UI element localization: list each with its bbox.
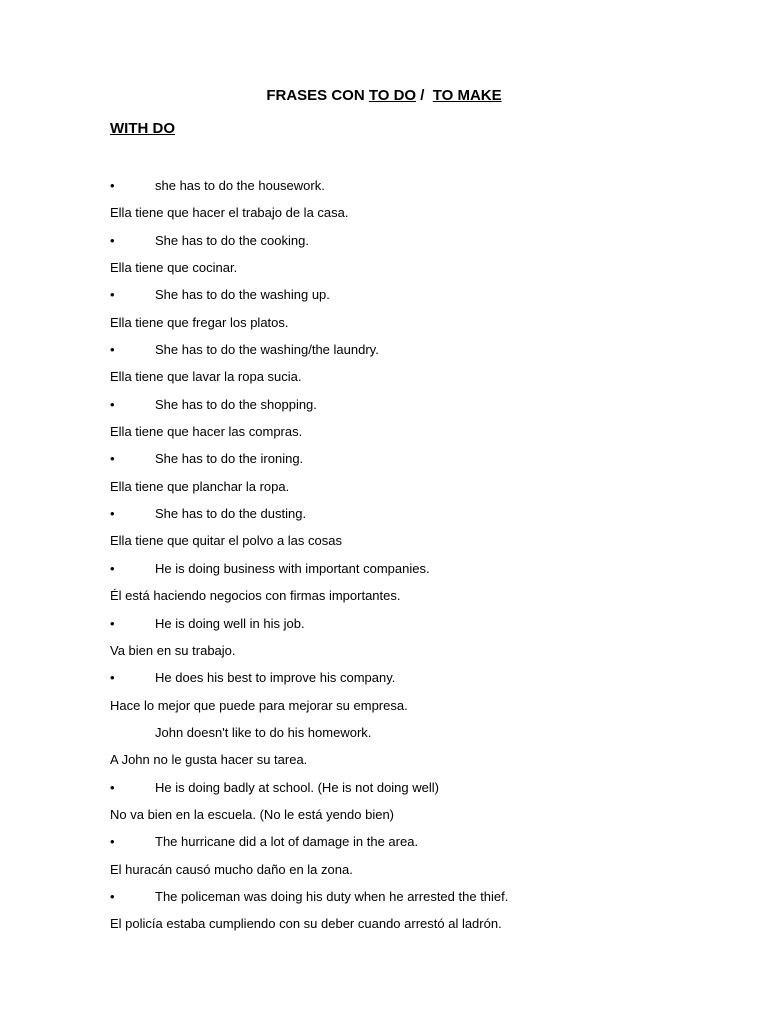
spanish-translation-line	[110, 860, 670, 887]
spanish-translation-line	[110, 586, 670, 613]
spanish-translation-text: No va bien en la escuela. (No le está yendo bien)	[110, 806, 395, 822]
english-phrase-line	[110, 449, 670, 476]
spanish-translation-text: El huracán causó mucho daño en la zona.	[110, 861, 353, 877]
spanish-translation-text: El policía estaba cumpliendo con su deber cuando arrestó al ladrón.	[110, 916, 502, 932]
section-heading-with-do: WITH DO	[110, 120, 175, 137]
bullet-icon: •	[110, 287, 115, 303]
english-phrase-text: She has to do the shopping.	[155, 396, 317, 412]
english-phrase-line	[110, 285, 670, 312]
spanish-translation-line	[110, 531, 670, 558]
english-phrase-line	[110, 614, 670, 641]
spanish-translation-line	[110, 422, 670, 449]
english-phrase-text: John doesn't like to do his homework.	[155, 724, 372, 740]
english-phrase-text: The hurricane did a lot of damage in the area.	[155, 834, 419, 850]
document-title	[0, 87, 768, 105]
spanish-translation-line	[110, 805, 670, 832]
english-phrase-line	[110, 778, 670, 805]
bullet-icon: •	[110, 396, 115, 412]
bullet-icon: •	[110, 560, 115, 576]
spanish-translation-text: Ella tiene que hacer las compras.	[110, 424, 303, 440]
english-phrase-line	[110, 340, 670, 367]
english-phrase-text: He is doing well in his job.	[155, 615, 305, 631]
bullet-icon: •	[110, 834, 115, 850]
bullet-icon: •	[110, 232, 115, 248]
english-phrase-text: she has to do the housework.	[155, 178, 325, 193]
english-phrase-text: She has to do the cooking.	[155, 232, 309, 248]
spanish-translation-line	[110, 914, 670, 941]
spanish-translation-line	[110, 641, 670, 668]
spanish-translation-line	[110, 477, 670, 504]
title-prefix: FRASES CON	[266, 87, 369, 104]
english-phrase-line	[110, 887, 670, 914]
english-phrase-text: He is doing badly at school. (He is not doing well)	[155, 779, 439, 795]
english-phrase-text: She has to do the washing/the laundry.	[155, 342, 379, 358]
title-to-make: TO MAKE	[432, 87, 502, 104]
spanish-translation-line	[110, 258, 670, 285]
english-phrase-line	[110, 504, 670, 531]
bullet-icon: •	[110, 451, 115, 467]
english-phrase-line	[110, 832, 670, 859]
title-separator: /	[416, 87, 433, 104]
spanish-translation-text: Él está haciendo negocios con firmas importantes.	[110, 588, 401, 604]
spanish-translation-text: Va bien en su trabajo.	[110, 642, 236, 658]
bullet-icon: •	[110, 506, 115, 522]
phrase-list	[110, 176, 670, 942]
spanish-translation-line	[110, 367, 670, 394]
bullet-icon: •	[110, 779, 115, 795]
english-phrase-text: She has to do the ironing.	[155, 451, 304, 467]
spanish-translation-text: Ella tiene que hacer el trabajo de la casa.	[110, 205, 349, 221]
spanish-translation-text: Ella tiene que quitar el polvo a las cosas	[110, 533, 342, 549]
english-phrase-line	[110, 723, 670, 750]
spanish-translation-text: A John no le gusta hacer su tarea.	[110, 752, 308, 768]
bullet-icon: •	[110, 615, 115, 631]
bullet-icon: •	[110, 888, 115, 904]
spanish-translation-text: Ella tiene que cocinar.	[110, 260, 238, 276]
bullet-icon: •	[110, 670, 115, 686]
english-phrase-text: He does his best to improve his company.	[155, 670, 396, 686]
english-phrase-text: She has to do the washing up.	[155, 287, 330, 303]
spanish-translation-line	[110, 750, 670, 777]
spanish-translation-text: Ella tiene que fregar los platos.	[110, 314, 289, 330]
english-phrase-text: The policeman was doing his duty when he arrested the thief.	[155, 888, 509, 904]
spanish-translation-text: Ella tiene que lavar la ropa sucia.	[110, 369, 302, 385]
english-phrase-line	[110, 231, 670, 258]
english-phrase-line	[110, 559, 670, 586]
bullet-icon: •	[110, 342, 115, 358]
english-phrase-line	[110, 395, 670, 422]
spanish-translation-text: Ella tiene que planchar la ropa.	[110, 478, 290, 494]
spanish-translation-line	[110, 313, 670, 340]
english-phrase-text: She has to do the dusting.	[155, 506, 307, 522]
english-phrase-line	[110, 176, 670, 203]
spanish-translation-text: Hace lo mejor que puede para mejorar su empresa.	[110, 697, 408, 713]
bullet-icon: •	[110, 178, 115, 193]
title-to-do: TO DO	[368, 87, 417, 104]
english-phrase-line	[110, 668, 670, 695]
spanish-translation-line	[110, 696, 670, 723]
english-phrase-text: He is doing business with important companies.	[155, 560, 430, 576]
spanish-translation-line	[110, 203, 670, 230]
